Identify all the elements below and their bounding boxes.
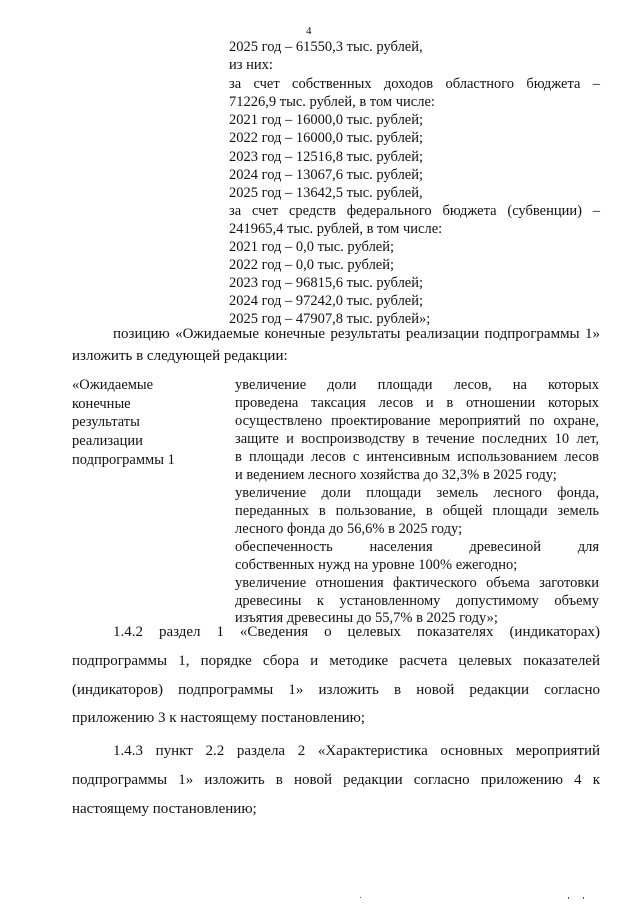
page-number: 4 xyxy=(306,25,312,37)
funding-line: 2025 год – 47907,8 тыс. рублей»; xyxy=(229,311,431,327)
results-line: собственных нужд на уровне 100% ежегодно; xyxy=(235,557,518,573)
funding-line: 2024 год – 97242,0 тыс. рублей; xyxy=(229,293,424,309)
funding-line: за счет собственных доходов областного бюджета – xyxy=(229,76,600,92)
results-line: в площади лесов с интенсивным использованием лесов xyxy=(235,449,599,465)
results-line: переданных в пользование, в общей площади земель xyxy=(235,503,599,519)
results-line: увеличение отношения фактического объема заготовки xyxy=(235,575,599,591)
results-label-line: конечные xyxy=(72,395,131,412)
results-label-line: реализации xyxy=(72,433,143,450)
section-143-line: подпрограммы 1» изложить в новой редакции согласно приложению 4 к xyxy=(72,772,600,788)
funding-line: 2023 год – 96815,6 тыс. рублей; xyxy=(229,275,424,291)
section-143-line: настоящему постановлению; xyxy=(72,801,257,817)
section-142-line: подпрограммы 1, порядке сбора и методике расчета целевых показателей xyxy=(72,653,600,669)
results-line: осуществлено проектирование мероприятий по охране, xyxy=(235,413,599,429)
results-line: увеличение доли площади земель лесного фонда, xyxy=(235,485,599,501)
results-line: проведена таксация лесов и в отношении которых xyxy=(235,395,599,411)
funding-line: 2025 год – 61550,3 тыс. рублей, xyxy=(229,39,423,55)
results-label-line: результаты xyxy=(72,414,140,431)
funding-line: из них: xyxy=(229,57,273,73)
results-line: увеличение доли площади лесов, на которых xyxy=(235,377,599,393)
results-label-line: подпрограммы 1 xyxy=(72,451,175,468)
results-line: лесного фонда до 56,6% в 2025 году; xyxy=(235,521,463,537)
results-line: обеспеченность населения древесиной для xyxy=(235,539,599,555)
funding-line: 2021 год – 0,0 тыс. рублей; xyxy=(229,239,395,255)
results-label xyxy=(72,376,212,470)
position-line: изложить в следующей редакции: xyxy=(72,348,288,364)
results-line: древесины к установленному допустимому объему xyxy=(235,593,599,609)
section-142-line: приложению 3 к настоящему постановлению; xyxy=(72,710,365,726)
section-142-line: 1.4.2 раздел 1 «Сведения о целевых показателях (индикаторах) xyxy=(113,624,600,640)
funding-line: 2022 год – 0,0 тыс. рублей; xyxy=(229,257,395,273)
funding-line: 2022 год – 16000,0 тыс. рублей; xyxy=(229,130,424,146)
section-142-line: (индикаторов) подпрограммы 1» изложить в новой редакции согласно xyxy=(72,682,600,698)
results-line: изъятия древесины до 55,7% в 2025 году»; xyxy=(235,610,498,626)
funding-line: 2024 год – 13067,6 тыс. рублей; xyxy=(229,167,424,183)
scan-speck xyxy=(360,897,361,898)
section-143-line: 1.4.3 пункт 2.2 раздела 2 «Характеристика основных мероприятий xyxy=(113,743,600,759)
scan-speck xyxy=(568,897,569,899)
results-label-line: «Ожидаемые xyxy=(72,377,154,393)
funding-line: за счет средств федерального бюджета (субвенции) – xyxy=(229,203,600,219)
funding-line: 2023 год – 12516,8 тыс. рублей; xyxy=(229,149,424,165)
results-line: защите и воспроизводству в течение последних 10 лет, xyxy=(235,431,599,447)
funding-line: 2021 год – 16000,0 тыс. рублей; xyxy=(229,112,424,128)
position-line: позицию «Ожидаемые конечные результаты реализации подпрограммы 1» xyxy=(113,326,600,342)
results-line: и ведением лесного хозяйства до 32,3% в 2025 году; xyxy=(235,467,557,483)
funding-line: 71226,9 тыс. рублей, в том числе: xyxy=(229,94,435,110)
funding-line: 2025 год – 13642,5 тыс. рублей, xyxy=(229,185,423,201)
scan-speck xyxy=(583,897,584,899)
funding-line: 241965,4 тыс. рублей, в том числе: xyxy=(229,221,443,237)
